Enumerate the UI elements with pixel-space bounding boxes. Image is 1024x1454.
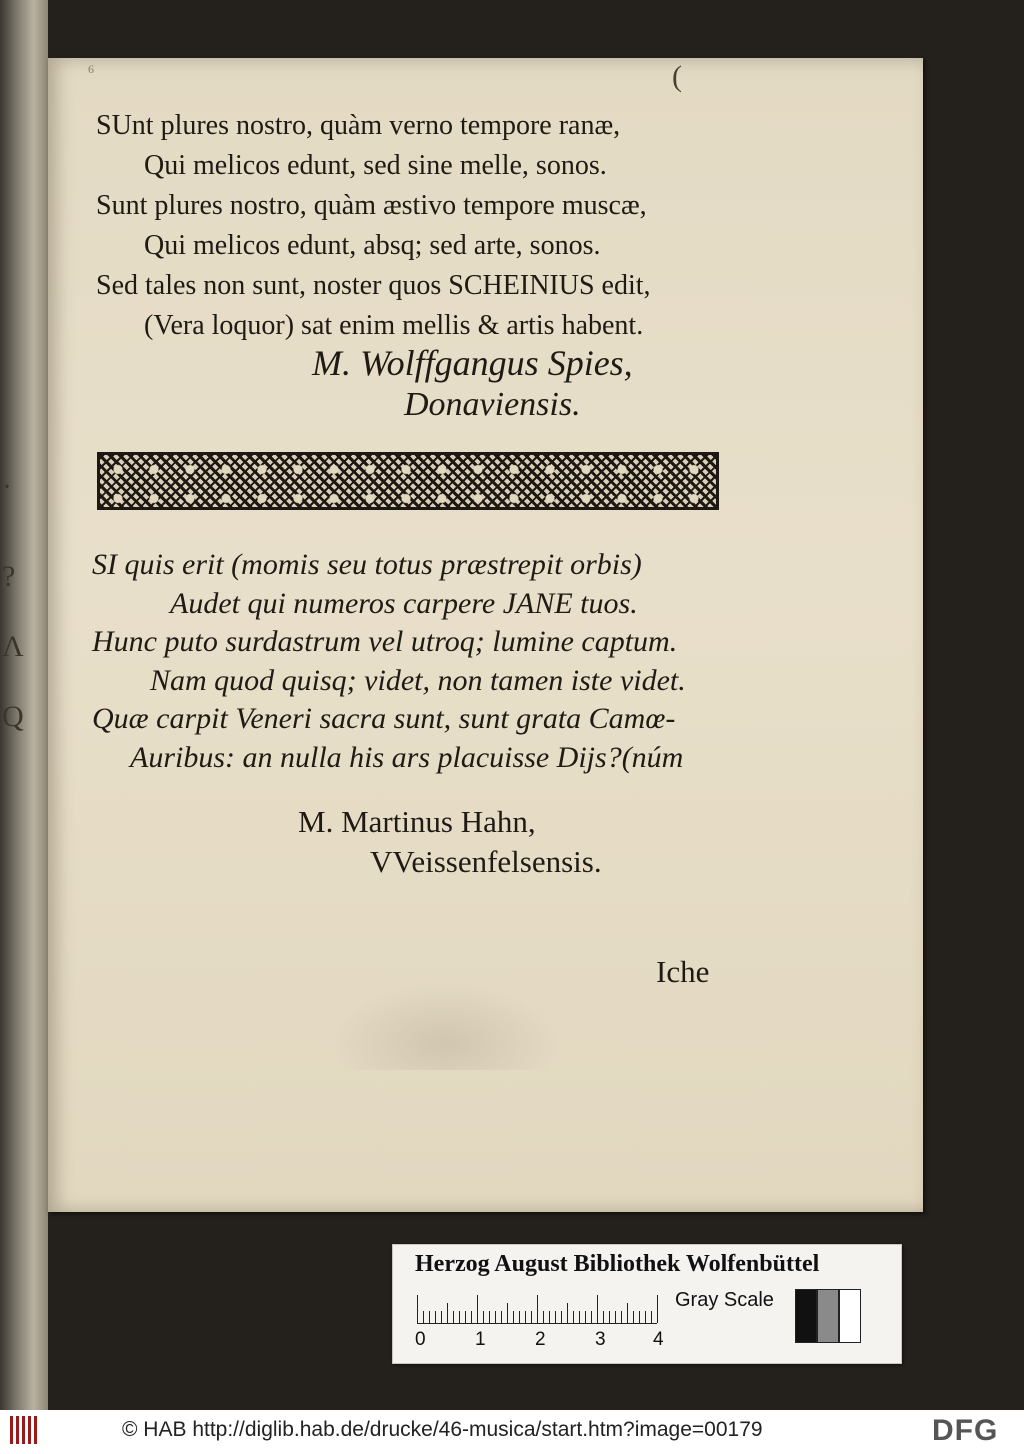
- gray-swatch-gray: [817, 1289, 839, 1343]
- author-name: M. Wolffgangus Spies,: [312, 343, 633, 383]
- ruler-tick: [651, 1311, 652, 1323]
- ruler-tick: [633, 1311, 634, 1323]
- poem-line: Nam quod quisq; videt, non tamen iste videt.: [150, 663, 686, 697]
- author-place: Donaviensis.: [404, 386, 581, 423]
- ruler-tick: [429, 1311, 430, 1323]
- ruler-tick: [447, 1303, 448, 1323]
- ruler-scale: [417, 1293, 657, 1325]
- ruler-tick: [609, 1311, 610, 1323]
- ruler-tick: [615, 1311, 616, 1323]
- poem-line: Qui melicos edunt, sed sine melle, sonos.: [144, 150, 607, 181]
- ruler-tick: [579, 1311, 580, 1323]
- page-corner-mark: 6: [88, 62, 94, 76]
- ruler-tick: [489, 1311, 490, 1323]
- gray-swatch-white: [839, 1289, 861, 1343]
- poem-line: Sed tales non sunt, noster quos SCHEINIUS edit,: [96, 270, 651, 301]
- poem-line: SUnt plures nostro, quàm verno tempore ranæ,: [96, 110, 621, 141]
- ruler-tick: [549, 1311, 550, 1323]
- ornamental-border: [97, 452, 719, 510]
- signature-mark: (: [672, 60, 682, 93]
- ruler-tick: [513, 1311, 514, 1323]
- ruler-tick: [483, 1311, 484, 1323]
- ruler-number: 0: [415, 1329, 426, 1350]
- ruler-tick: [567, 1303, 568, 1323]
- ruler-tick: [519, 1311, 520, 1323]
- catchword: Iche: [656, 954, 710, 989]
- ruler-tick: [573, 1311, 574, 1323]
- ruler-tick: [465, 1311, 466, 1323]
- ruler-tick: [561, 1311, 562, 1323]
- ruler-tick: [525, 1311, 526, 1323]
- poem-line: (Vera loquor) sat enim mellis & artis habent.: [144, 310, 644, 341]
- ruler-number: 2: [535, 1329, 546, 1350]
- ruler-tick: [621, 1311, 622, 1323]
- gray-scale-label: Gray Scale: [675, 1289, 774, 1311]
- ruler-tick: [657, 1295, 658, 1323]
- ruler-tick: [627, 1303, 628, 1323]
- library-name: Herzog August Bibliothek Wolfenbüttel: [415, 1251, 820, 1277]
- copyright-url[interactable]: © HAB http://diglib.hab.de/drucke/46-musica/start.htm?image=00179: [122, 1418, 763, 1441]
- ruler-tick: [597, 1295, 598, 1323]
- ruler-tick: [501, 1311, 502, 1323]
- ruler-tick: [591, 1311, 592, 1323]
- ruler-tick: [459, 1311, 460, 1323]
- gray-swatch-black: [795, 1289, 817, 1343]
- poem-line: Qui melicos edunt, absq; sed arte, sonos.: [144, 230, 601, 261]
- ruler-number: 4: [653, 1329, 664, 1350]
- ruler-tick: [507, 1303, 508, 1323]
- author-name: M. Martinus Hahn,: [298, 804, 536, 839]
- ruler-tick: [435, 1311, 436, 1323]
- poem-line: Auribus: an nulla his ars placuisse Dijs?(núm: [130, 740, 684, 774]
- ruler-tick: [441, 1311, 442, 1323]
- ruler-tick: [423, 1311, 424, 1323]
- poem-line: Sunt plures nostro, quàm æstivo tempore muscæ,: [96, 190, 647, 221]
- bleed-through-stain: [330, 980, 560, 1070]
- ruler-tick: [453, 1311, 454, 1323]
- ruler-tick: [477, 1295, 478, 1323]
- dfg-logo: DFG: [932, 1414, 999, 1447]
- poem-line: Hunc puto surdastrum vel utroq; lumine captum.: [92, 625, 678, 658]
- ruler-tick: [495, 1311, 496, 1323]
- footer-bar: [0, 1410, 1024, 1454]
- ruler-tick: [555, 1311, 556, 1323]
- ruler-tick: [531, 1311, 532, 1323]
- color-calibration-card: [392, 1244, 902, 1364]
- ruler-number: 1: [475, 1329, 486, 1350]
- poem-hahn: [92, 546, 686, 777]
- poem-spies: [96, 106, 651, 346]
- poem-line: Audet qui numeros carpere JANE tuos.: [170, 586, 638, 620]
- poem-line: Quæ carpit Veneri sacra sunt, sunt grata Camœ-: [92, 702, 676, 735]
- ruler-tick: [537, 1295, 538, 1323]
- ruler-tick: [645, 1311, 646, 1323]
- ruler-tick: [543, 1311, 544, 1323]
- hab-logo-icon: [10, 1416, 40, 1444]
- poem-line: SI quis erit (momis seu totus præstrepit orbis): [92, 548, 642, 581]
- ruler-tick: [585, 1311, 586, 1323]
- ruler-tick: [471, 1311, 472, 1323]
- author-place: VVeissenfelsensis.: [370, 844, 602, 879]
- ruler-number: 3: [595, 1329, 606, 1350]
- ruler-tick: [603, 1311, 604, 1323]
- ruler-line: [417, 1323, 657, 1324]
- ruler-tick: [639, 1311, 640, 1323]
- ruler-tick: [417, 1295, 418, 1323]
